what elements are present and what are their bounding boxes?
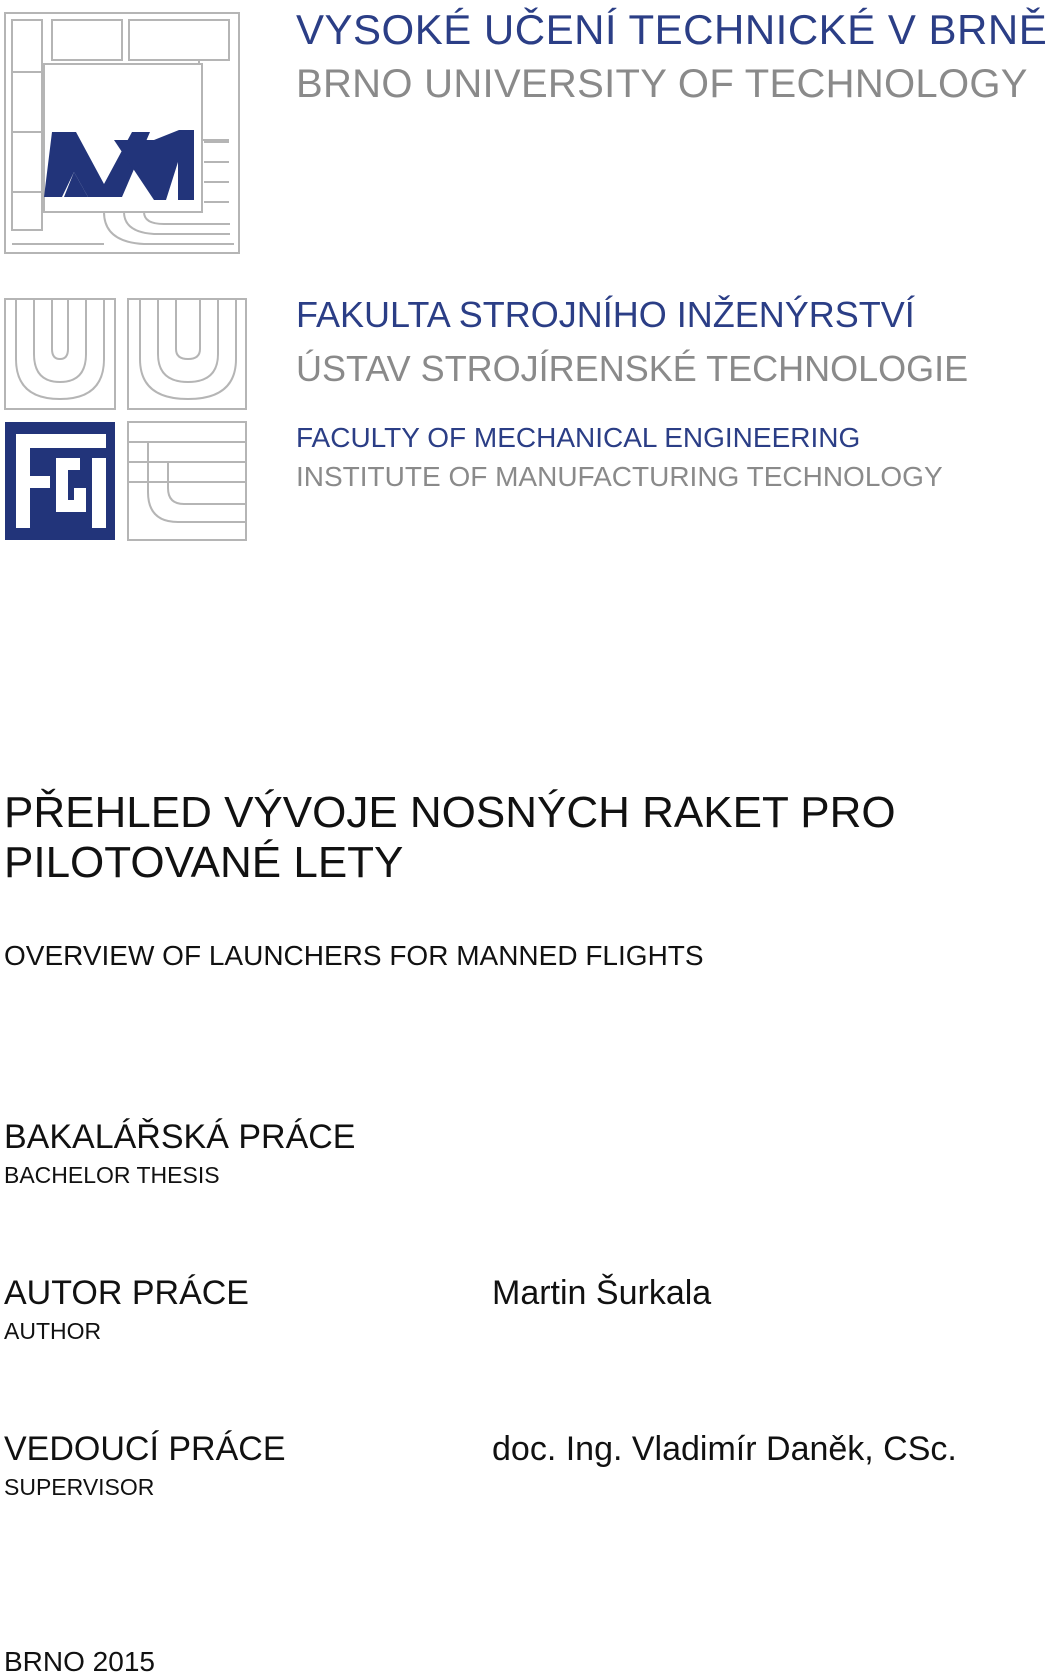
- supervisor-name: doc. Ing. Vladimír Daněk, CSc.: [492, 1430, 957, 1468]
- institute-name-en: INSTITUTE OF MANUFACTURING TECHNOLOGY: [296, 461, 943, 492]
- thesis-type-cz: BAKALÁŘSKÁ PRÁCE: [4, 1118, 356, 1156]
- faculty-name-cz: FAKULTA STROJNÍHO INŽENÝRSTVÍ: [296, 294, 915, 335]
- faculty-name-en: FACULTY OF MECHANICAL ENGINEERING: [296, 422, 861, 453]
- university-name-cz: VYSOKÉ UČENÍ TECHNICKÉ V BRNĚ: [296, 6, 1047, 53]
- thesis-title-en: OVERVIEW OF LAUNCHERS FOR MANNED FLIGHTS: [4, 940, 704, 971]
- supervisor-label-en: SUPERVISOR: [4, 1474, 155, 1500]
- place-year: BRNO 2015: [4, 1646, 155, 1677]
- author-label-cz: AUTOR PRÁCE: [4, 1274, 249, 1312]
- thesis-type-en: BACHELOR THESIS: [4, 1162, 220, 1188]
- supervisor-label-cz: VEDOUCÍ PRÁCE: [4, 1430, 286, 1468]
- thesis-title-cz: PŘEHLED VÝVOJE NOSNÝCH RAKET PRO PILOTOVANÉ LETY: [4, 788, 896, 887]
- author-name: Martin Šurkala: [492, 1274, 712, 1312]
- university-logo: [4, 12, 240, 254]
- faculty-logo: [4, 298, 248, 542]
- author-label-en: AUTHOR: [4, 1318, 102, 1344]
- university-name-en: BRNO UNIVERSITY OF TECHNOLOGY: [296, 62, 1028, 106]
- institute-name-cz: ÚSTAV STROJÍRENSKÉ TECHNOLOGIE: [296, 348, 969, 389]
